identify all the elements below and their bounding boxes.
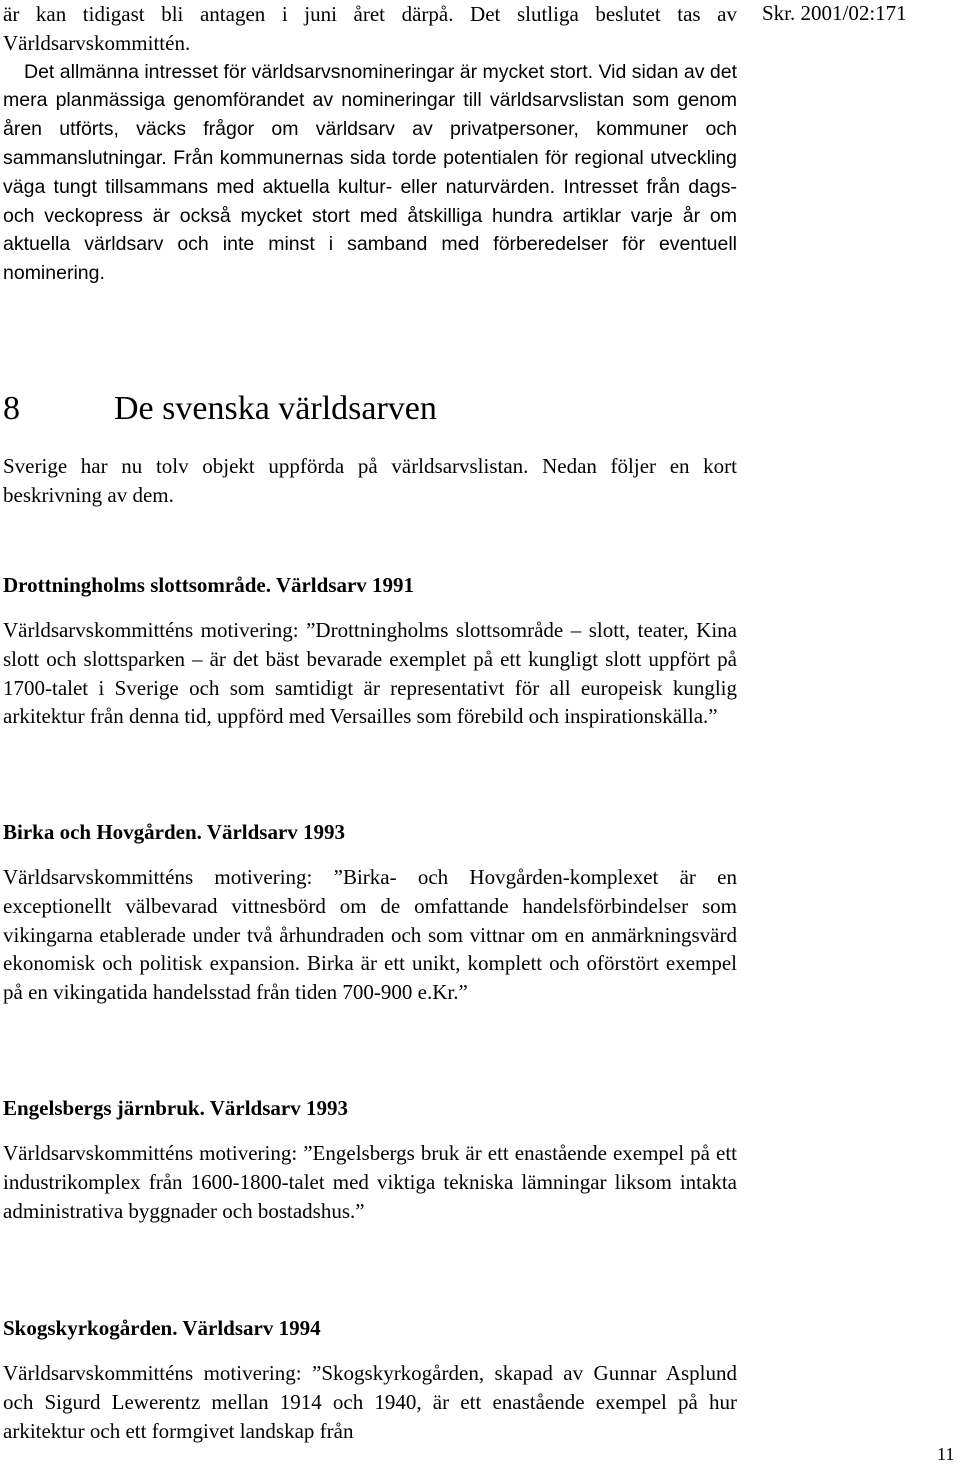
site-engelsberg [3,1094,737,1225]
site-motivation: Världsarvskommitténs motivering: ”Engelsbergs bruk är ett enastående exempel på ett industrikomplex från 1600-1800-talet med viktiga tekniska lämningar liksom intakta administrativa byggnader och bostadshus.” [3,1141,737,1223]
chapter-intro-block [3,452,737,510]
chapter-intro: Sverige har nu tolv objekt uppförda på världsarvslistan. Nedan följer en kort beskrivning av dem. [3,454,737,507]
site-skogskyrkogarden [3,1314,737,1445]
chapter-heading [3,386,437,432]
chapter-number: 8 [3,390,20,427]
site-motivation: Världsarvskommitténs motivering: ”Skogskyrkogården, skapad av Gunnar Asplund och Sigurd Lewerentz mellan 1914 och 1940, är ett enastående exempel på hur arkitektur och ett formgivet landskap från [3,1361,737,1443]
site-motivation: Världsarvskommitténs motivering: ”Birka- och Hovgården-komplexet är en exceptionellt välbevarad vittnesbörd om de omfattande handelsförbindelser som vikingarna etablerade under två århundraden och som vittnar om en anmärkningsvärd ekonomisk och politisk expansion. Birka är ett unikt, komplett och oförstört exempel på en vikingatida handelsstad från tiden 700-900 e.Kr.” [3,865,737,1005]
site-birka [3,818,737,1007]
site-motivation: Världsarvskommitténs motivering: ”Drottningholms slottsområde – slott, teater, Kina slott och slottsparken – är det bäst bevarade exemplet på ett kungligt slott uppfört på 1700-talet i Sverige och som samtidigt är representativt för all europeisk kunglig arkitektur från denna tid, uppförd med Versailles som förebild och inspirationskälla.” [3,618,737,729]
site-drottningholm [3,571,737,731]
chapter-title: De svenska världsarven [114,390,437,427]
site-heading: Birka och Hovgården. Världsarv 1993 [3,820,346,844]
page-number: 11 [937,1444,955,1464]
intro-section [3,0,737,288]
site-heading: Skogskyrkogården. Världsarv 1994 [3,1316,321,1340]
site-heading: Engelsbergs järnbruk. Världsarv 1993 [3,1096,348,1120]
intro-paragraph-interest: Det allmänna intresset för världsarvsnomineringar är mycket stort. Vid sidan av det mera planmässiga genomförandet av nomineringar till världsarvslistan som genom åren utförts, väcks frågor om världsarv av privatpersoner, kommuner och sammanslutningar. Från kommunernas sida torde potentialen för regional utveckling väga tungt tillsammans med aktuella kultur- eller naturvärden. Intresset från dags- och veckopress är också mycket stort med åtskilliga hundra artiklar varje år om aktuella världsarv och inte minst i samband med förberedelser för eventuell nominering. [3,60,737,285]
document-reference: Skr. 2001/02:171 [762,1,907,25]
intro-paragraph-continued: är kan tidigast bli antagen i juni året därpå. Det slutliga beslutet tas av Världsarvskommittén. [3,2,737,55]
site-heading: Drottningholms slottsområde. Världsarv 1991 [3,573,415,597]
